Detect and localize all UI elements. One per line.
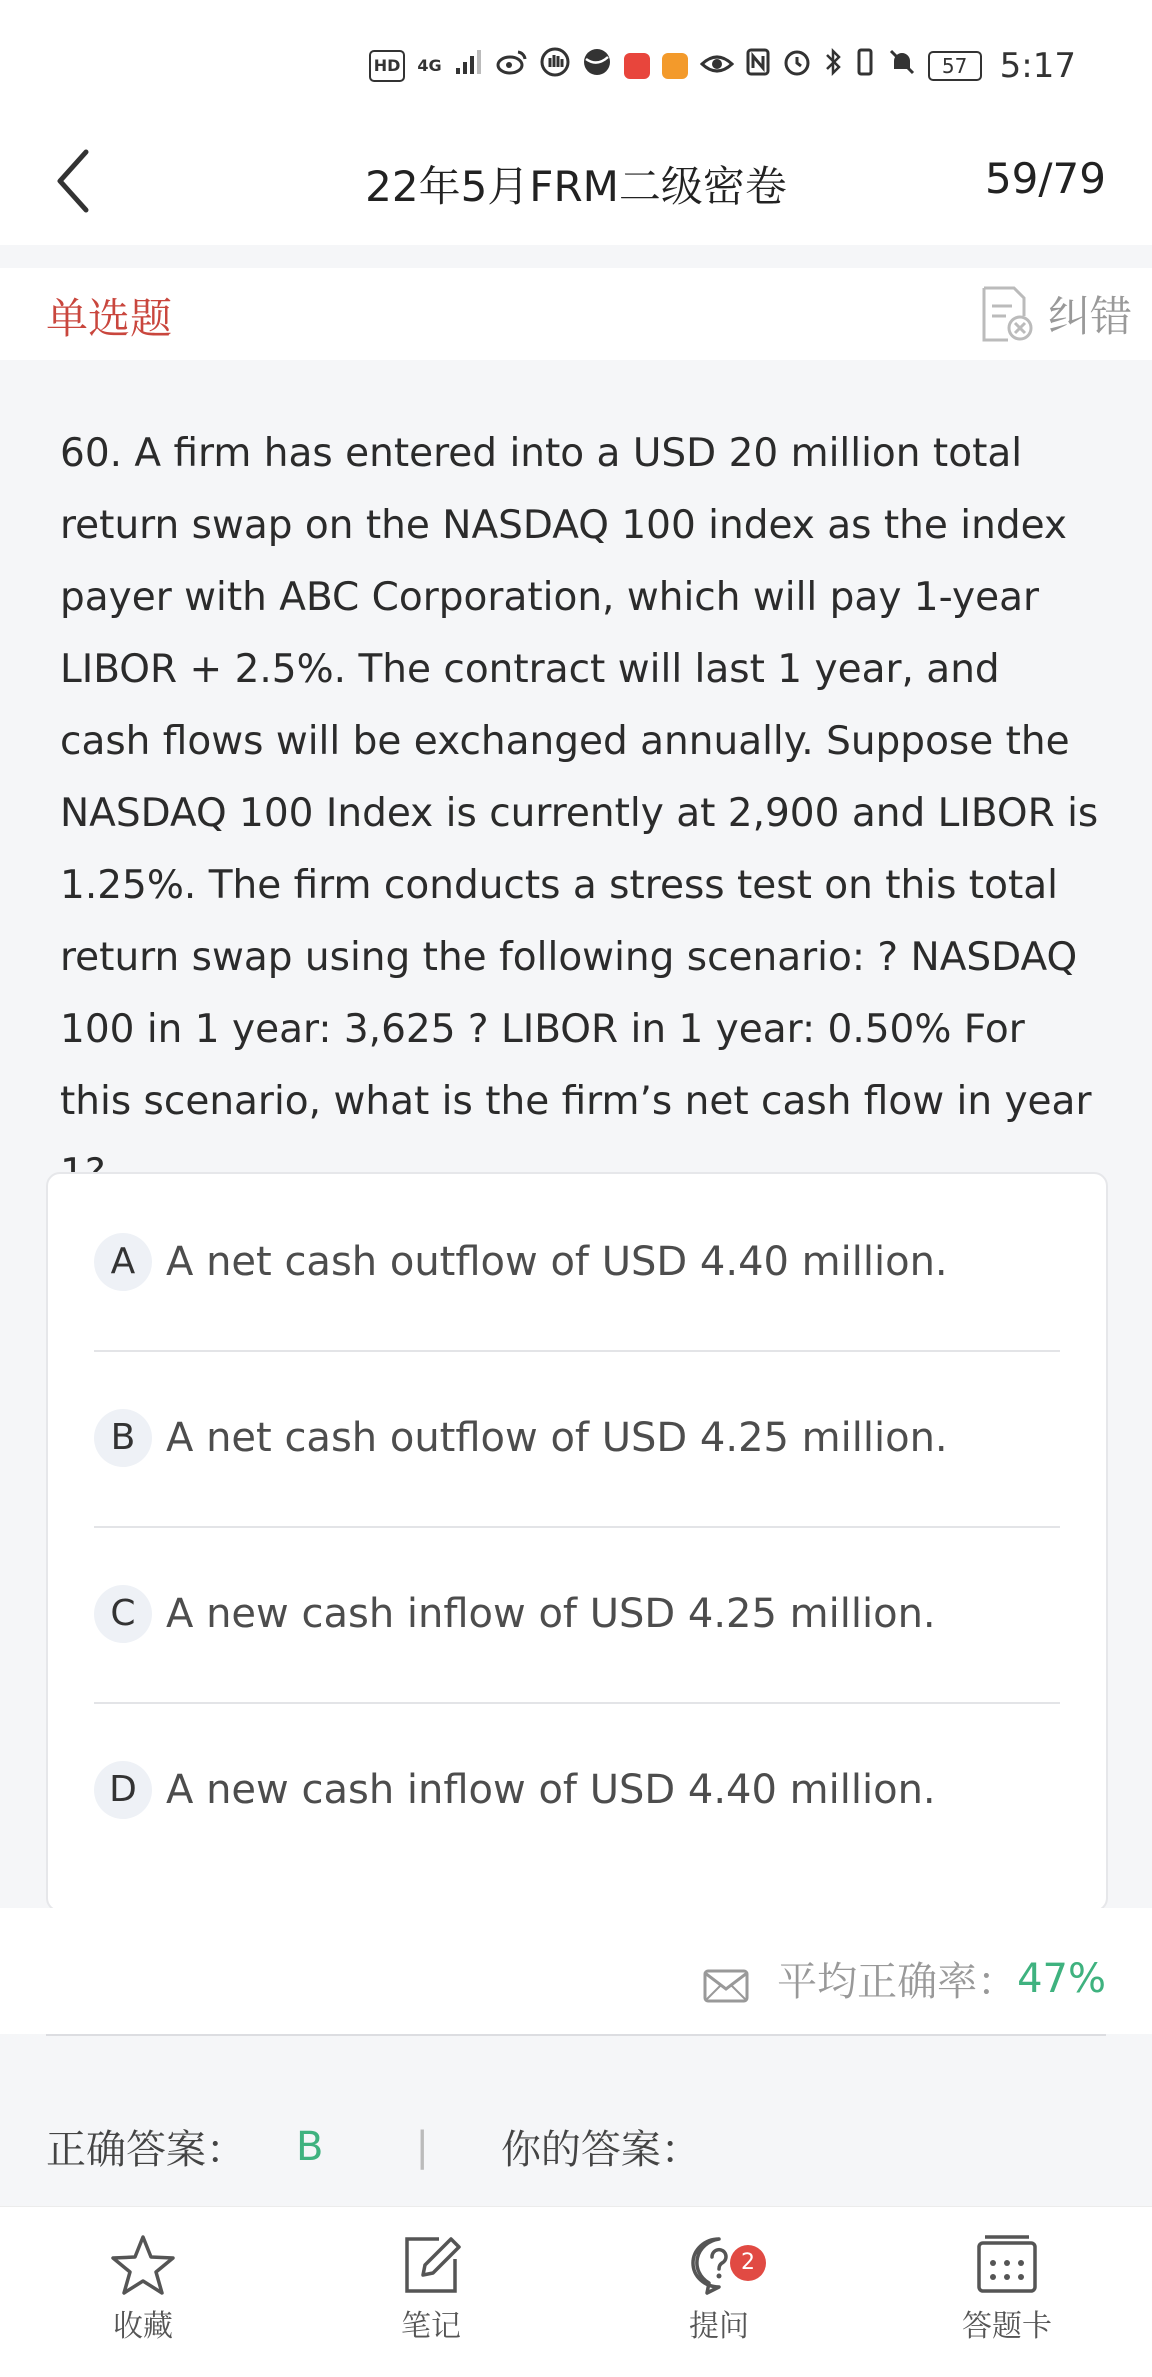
option-text: A net cash outflow of USD 4.40 million. [166,1239,948,1285]
options-card [46,1172,1108,1912]
divider [46,2034,1106,2036]
option-d[interactable] [94,1702,1060,1878]
option-text: A new cash inflow of USD 4.40 million. [166,1767,936,1813]
average-accuracy [703,1950,1106,2007]
option-c[interactable] [94,1526,1060,1704]
option-letter: A [94,1233,152,1291]
answer-row [46,2118,701,2175]
nav-answer-card-label: 答题卡 [962,2309,1052,2344]
clock: 5:17 [999,46,1076,86]
answer-separator: | [415,2123,429,2170]
report-error-button[interactable] [978,284,1132,344]
page-title: 22年5月FRM二级密卷 [365,162,787,211]
your-answer-label: 你的答案： [500,2127,701,2173]
network-indicator: 4G [417,56,442,75]
average-accuracy-value: 47% [1017,1955,1106,2002]
bluetooth-icon [824,47,842,85]
option-letter: C [94,1585,152,1643]
nav-answer-card[interactable] [932,2233,1082,2345]
question-text: 60. A firm has entered into a USD 20 million total return swap on the NASDAQ 100 index as the index payer with ABC Corporation, which will pay 1-year LIBOR + 2.5%. The contract will last 1 year, and cash flows will be exchanged annually. Suppose the NASDAQ 100 Index is currently at 2,900 and LIBOR is 1.25%. The firm conducts a stress test on this total return swap using the following scenario: ? NASDAQ 100 in 1 year: 3,625 ? LIBOR in 1 year: 0.50% For this scenario, what is the firm’s net cash flow in year [60,431,1099,1124]
star-icon [109,2233,177,2297]
option-text: A new cash inflow of USD 4.25 million. [166,1591,936,1637]
correct-answer-label: 正确答案： [46,2127,246,2173]
stats-bar [0,1908,1152,2034]
nav-notes-label: 笔记 [401,2309,461,2344]
title-bar [0,130,1152,245]
eye-icon [700,49,734,84]
hd-indicator: HD [369,50,406,82]
report-error-label: 纠错 [1047,292,1132,341]
app-play-icon [662,53,688,79]
envelope-icon [703,1967,749,2005]
nav-favorite[interactable] [68,2233,218,2345]
report-error-icon [978,284,1034,344]
signal-icon [454,48,484,84]
question-type-bar [0,268,1152,360]
option-letter: D [94,1761,152,1819]
mute-icon [888,47,916,85]
nfc-icon [746,48,770,84]
app-red-icon [624,53,650,79]
weibo-icon [496,48,528,84]
app-hand-icon [540,47,570,85]
bottom-nav [0,2206,1152,2377]
question-counter: 59/79 [984,154,1106,203]
correct-answer-value: B [296,2123,324,2170]
edit-note-icon [399,2233,463,2297]
nav-ask-label: 提问 [689,2309,749,2344]
option-a[interactable] [94,1174,1060,1352]
average-accuracy-label: 平均正确率： [777,1959,1018,2005]
option-b[interactable] [94,1350,1060,1528]
vibrate-icon [854,47,876,85]
nav-favorite-label: 收藏 [113,2309,173,2344]
option-text: A net cash outflow of USD 4.25 million. [166,1415,948,1461]
nav-ask[interactable] [644,2233,794,2345]
nav-notes[interactable] [356,2233,506,2345]
battery-icon: 57 [928,51,982,81]
option-letter: B [94,1409,152,1467]
question-type-label: 单选题 [46,294,173,343]
app-ball-icon [582,47,612,85]
status-icons [369,46,1076,86]
answer-card-icon [973,2233,1041,2297]
alarm-icon [782,47,812,85]
notification-badge: 2 [730,2245,766,2281]
status-bar [0,0,1152,130]
